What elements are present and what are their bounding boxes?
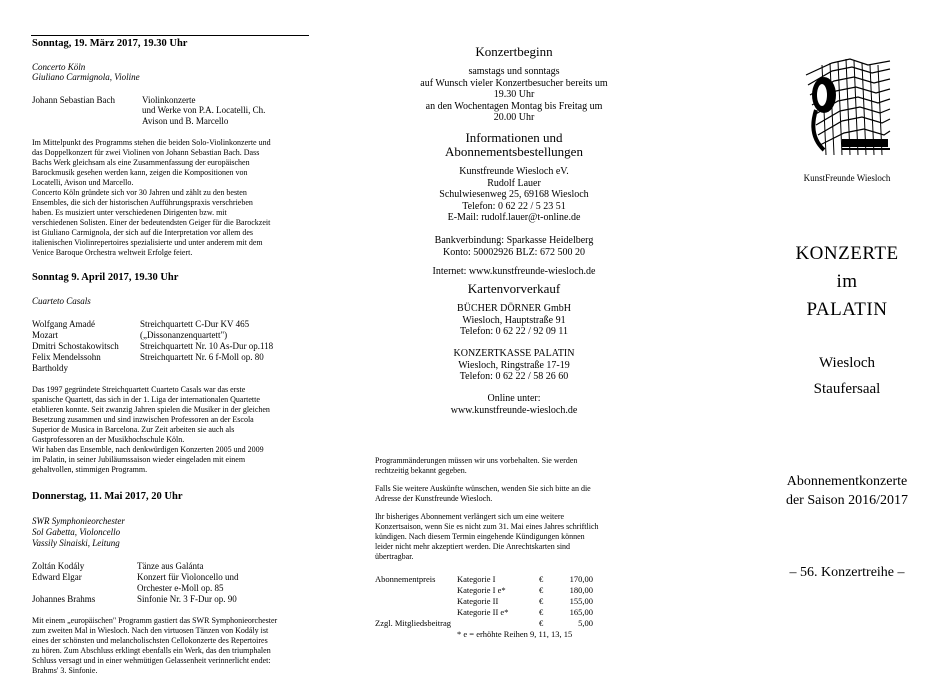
online-info: Online unter: www.kunstfreunde-wiesloch.de <box>375 393 653 416</box>
event2-description: Das 1997 gegründete Streichquartett Cuarteto Casals war das erste spanische Quartett, das sich in der 1. Liga der internationalen Quartette etablieren konnte. Seit zwanzig Jahren spielen die Musiker in der gleichen Besetzung zusammen und sind inzwischen Professoren an der Escola Superior de Musica in Barcelona. Zur Zeit arbeiten sie auch als Gastprofessoren an der Musikhochschule Köln. Wir haben das Ensemble, nach denkwürdigen Konzerten 2005 und 2009 im Palatin, in seiner Jubiläumssaison wieder eingeladen mit einem gehaltvollen, stimmigen Programm. <box>32 385 270 474</box>
konzertbeginn-heading: Konzertbeginn <box>475 44 553 59</box>
season-info: Abonnementkonzerte der Saison 2016/2017 <box>785 474 909 508</box>
konzertbeginn-info: samstags und sonntags auf Wunsch vieler Konzertbesucher bereits um 19.30 Uhr an den Wochentagen Montag bis Freitag um 20.00 Uhr <box>420 66 608 123</box>
logo-caption: KunstFreunde Wiesloch <box>803 173 891 183</box>
event1-description: Im Mittelpunkt des Programms stehen die beiden Solo-Violinkonzerte und das Doppelkonzert für zwei Violinen von Johann Sebastian Bach. Dass Bachs Werk gleichsam als eine Zusammenfassung der europäischen Barockmusik gesehen werden kann, zeigen die Kompositionen von Locatelli, Avison und Marcello. Concerto Köln gründete sich vor 30 Jahren und zählt zu den besten Ensembles, die sich der historischen Aufführungspraxis verschrieben haben. Es musiziert unter verschiedenen Dirigenten bzw. mit verschiedenen Solisten. Einer der bedeutendsten Geiger für die Barockzeit ist Giuliano Carmignola, der sich auf die Interpretation vor allem des italienischen Violinrepertoires spezialisierte und unter anderem mit dem Venice Baroque Orchestra weltweit Erfolge feiert. <box>32 138 271 257</box>
event1-work: Avison und B. Marcello <box>142 116 229 126</box>
event3-composer: Zoltán Kodály <box>32 561 85 571</box>
event1-date: Sonntag, 19. März 2017, 19.30 Uhr <box>32 38 188 49</box>
event3-composer: Johannes Brahms <box>32 594 96 604</box>
main-title: KONZERTE im PALATIN <box>795 243 899 320</box>
shop-palatin: KONZERTKASSE PALATIN Wiesloch, Ringstraße 17-19 Telefon: 0 62 22 / 58 26 60 <box>453 348 575 382</box>
event3-performer: SWR Symphonieorchester <box>32 516 125 526</box>
online-link[interactable]: www.kunstfreunde-wiesloch.de <box>450 404 578 416</box>
vorverkauf-heading: Kartenvorverkauf <box>467 281 561 296</box>
price-row: Kategorie II e* € 165,00 <box>457 607 593 617</box>
event3-work: Tänze aus Galánta <box>137 561 204 571</box>
info-heading: Informationen und Abonnementsbestellungen <box>445 130 583 159</box>
event3-performer: Sol Gabetta, Violoncello <box>32 527 121 537</box>
event2-work: Streichquartett C-Dur KV 465 <box>140 319 250 329</box>
event2-work: Streichquartett Nr. 10 As-Dur op.118 <box>140 341 274 351</box>
event3-performer: Vassily Sinaiski, Leitung <box>32 538 120 548</box>
kunstfreunde-logo <box>802 55 894 160</box>
event1-ensemble: Concerto Köln <box>32 62 86 72</box>
internet-link[interactable]: Internet: www.kunstfreunde-wiesloch.de <box>432 266 596 277</box>
event1-work: Violinkonzerte <box>142 95 196 105</box>
price-footnote: * e = erhöhte Reihen 9, 11, 13, 15 <box>457 629 573 639</box>
info-column <box>375 0 653 693</box>
event3-composer: Edward Elgar <box>32 572 82 582</box>
price-row: Abonnementpreis Kategorie I € 170,00 <box>375 574 593 584</box>
event3-description: Mit einem „europäischen" Programm gastiert das SWR Symphonieorchester zum zweiten Mal in Wiesloch. Nach den virtuosen Tänzen von Kodály ist eines der schönsten und melancholischsten Cellokonzerte des Repertoires zu hören. Zum Abschluss erklingt ebenfalls ein Werk, das den triumphalen Schluss versagt und in einer wehmütigen Gelassenheit verinnerlicht endet: Brahms' 3. Sinfonie. <box>32 616 278 675</box>
event1-soloist: Giuliano Carmignola, Violine <box>32 72 140 82</box>
program-column <box>31 0 309 693</box>
event2-composer: Felix Mendelssohn <box>32 352 101 362</box>
notes: Programmänderungen müssen wir uns vorbehalten. Sie werden rechtzeitig bekannt gegeben. Falls Sie weitere Auskünfte wünschen, wenden Sie sich bitte an die Adresse der Kunstfreunde Wiesloch. Ihr bisheriges Abonnement verlängert sich um eine weitere Konzertsaison, wenn Sie es nicht zum 31. Mai eines Jahres schriftlich kündigen. Nach diesem Termin eingehende Kündigungen können leider nicht mehr akzeptiert werden. Die Anrechtskarten sind übertragbar. <box>375 456 599 561</box>
event2-date: Sonntag 9. April 2017, 19.30 Uhr <box>32 272 179 283</box>
price-row: Kategorie II € 155,00 <box>457 596 593 606</box>
event3-date: Donnerstag, 11. Mai 2017, 20 Uhr <box>32 491 183 502</box>
bank-info: Bankverbindung: Sparkasse Heidelberg Konto: 50002926 BLZ: 672 500 20 <box>434 235 594 258</box>
cover-column <box>760 0 934 693</box>
event2-work: Streichquartett Nr. 6 f-Moll op. 80 <box>140 352 264 362</box>
event3-work: Orchester e-Moll op. 85 <box>137 583 224 593</box>
event2-ensemble: Cuarteto Casals <box>32 296 91 306</box>
contact-address: Kunstfreunde Wiesloch eV. Rudolf Lauer Schulwiesenweg 25, 69168 Wiesloch Telefon: 0 62 22 / 5 23 51 E-Mail: rudolf.lauer@t-online.de <box>439 166 589 223</box>
event1-work: und Werke von P.A. Locatelli, Ch. <box>142 105 266 115</box>
price-row: Zzgl. Mitgliedsbeitrag € 5,00 <box>375 618 593 628</box>
event2-composer: Wolfgang Amadé <box>32 319 96 329</box>
event2-work: („Dissonanzenquartett") <box>140 330 228 340</box>
event2-composer: Bartholdy <box>32 363 68 373</box>
price-table <box>375 574 653 640</box>
divider <box>31 35 309 36</box>
event2-composer: Dmitri Schostakowitsch <box>32 341 119 351</box>
event3-work: Konzert für Violoncello und <box>137 572 239 582</box>
event1-composer: Johann Sebastian Bach <box>32 95 115 105</box>
price-row: Kategorie I e* € 180,00 <box>457 585 593 595</box>
shop-doerner: BÜCHER DÖRNER GmbH Wiesloch, Hauptstraße 91 Telefon: 0 62 22 / 92 09 11 <box>457 303 571 337</box>
event3-work: Sinfonie Nr. 3 F-Dur op. 90 <box>137 594 237 604</box>
event2-composer: Mozart <box>32 330 58 340</box>
venue: Wiesloch Staufersaal <box>813 355 881 397</box>
series-number: – 56. Konzertreihe – <box>789 565 905 580</box>
